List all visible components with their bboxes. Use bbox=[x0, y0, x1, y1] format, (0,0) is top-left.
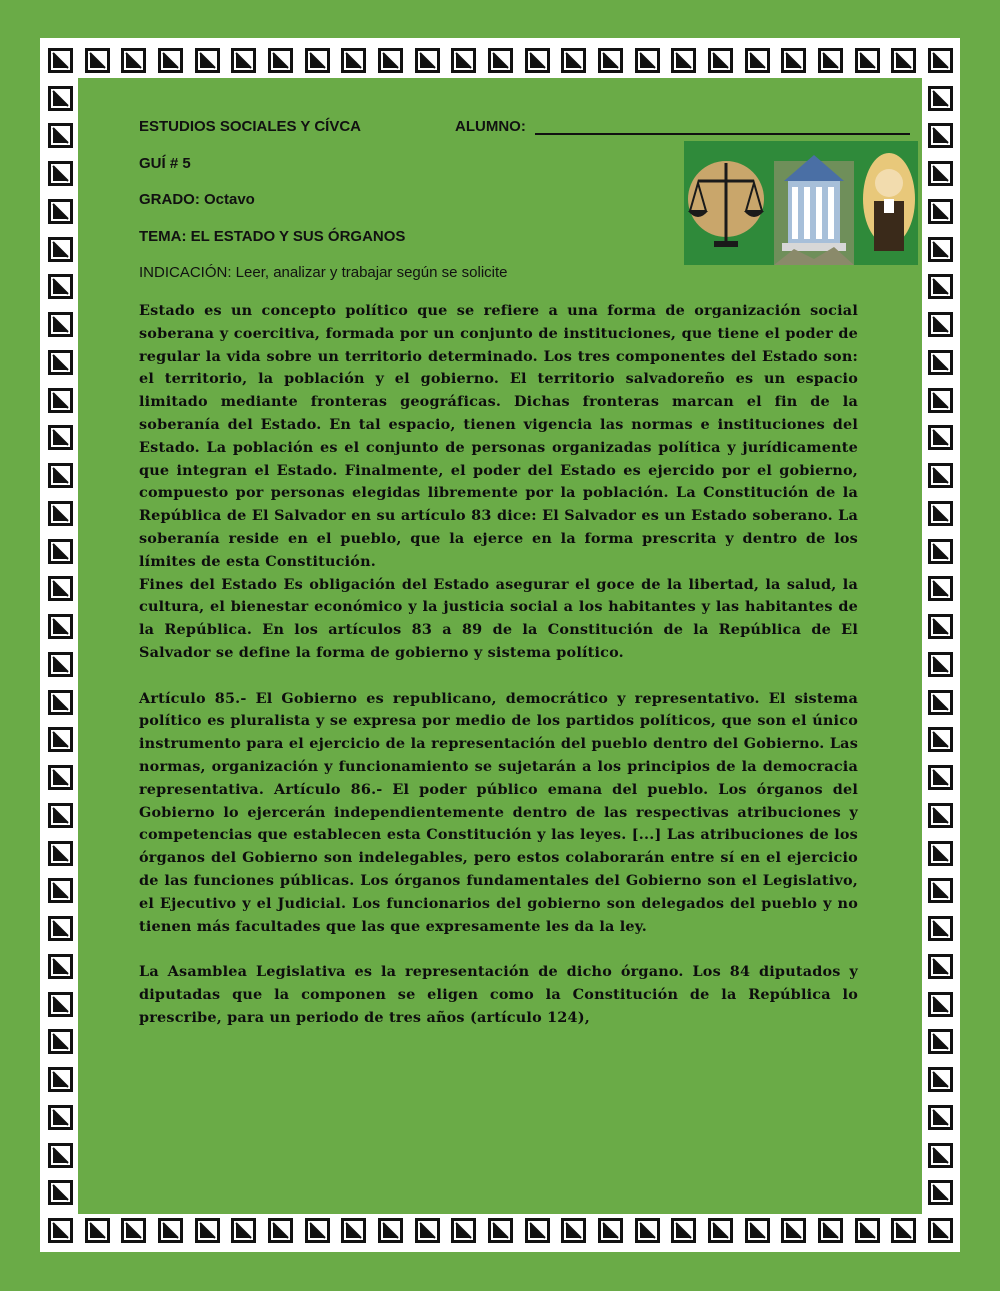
diagonal-square-icon bbox=[85, 48, 110, 73]
diagonal-square-icon bbox=[488, 48, 513, 73]
diagonal-square-icon bbox=[341, 48, 366, 73]
diagonal-square-icon bbox=[598, 1218, 623, 1243]
diagonal-square-icon bbox=[928, 614, 953, 639]
diagonal-square-icon bbox=[525, 1218, 550, 1243]
diagonal-square-icon bbox=[928, 1218, 953, 1243]
diagonal-square-icon bbox=[48, 1218, 73, 1243]
diagonal-square-icon bbox=[891, 48, 916, 73]
diagonal-square-icon bbox=[928, 199, 953, 224]
diagonal-square-icon bbox=[928, 841, 953, 866]
instruction-text: INDICACIÓN: Leer, analizar y trabajar según se solicite bbox=[139, 264, 508, 281]
diagonal-square-icon bbox=[928, 727, 953, 752]
diagonal-square-icon bbox=[48, 199, 73, 224]
diagonal-square-icon bbox=[708, 48, 733, 73]
grade-label: GRADO: Octavo bbox=[139, 191, 255, 208]
diagonal-square-icon bbox=[231, 48, 256, 73]
diagonal-square-icon bbox=[48, 1067, 73, 1092]
diagonal-square-icon bbox=[48, 237, 73, 262]
diagonal-square-icon bbox=[451, 1218, 476, 1243]
state-emblem-image bbox=[684, 141, 918, 265]
diagonal-square-icon bbox=[48, 48, 73, 73]
diagonal-square-icon bbox=[48, 161, 73, 186]
diagonal-square-icon bbox=[48, 86, 73, 111]
diagonal-square-icon bbox=[158, 48, 183, 73]
scales-icon bbox=[688, 161, 764, 247]
diagonal-square-icon bbox=[635, 1218, 660, 1243]
diagonal-square-icon bbox=[928, 878, 953, 903]
diagonal-square-icon bbox=[231, 1218, 256, 1243]
diagonal-square-icon bbox=[745, 48, 770, 73]
diagonal-square-icon bbox=[305, 1218, 330, 1243]
diagonal-square-icon bbox=[928, 1067, 953, 1092]
diagonal-square-icon bbox=[48, 841, 73, 866]
diagonal-square-icon bbox=[48, 803, 73, 828]
judge-icon bbox=[863, 153, 915, 251]
diagonal-square-icon bbox=[48, 388, 73, 413]
diagonal-square-icon bbox=[48, 954, 73, 979]
diagonal-square-icon bbox=[195, 48, 220, 73]
diagonal-square-icon bbox=[48, 123, 73, 148]
diagonal-square-icon bbox=[891, 1218, 916, 1243]
diagonal-square-icon bbox=[305, 48, 330, 73]
diagonal-square-icon bbox=[48, 1143, 73, 1168]
diagonal-square-icon bbox=[928, 274, 953, 299]
diagonal-square-icon bbox=[48, 1105, 73, 1130]
diagonal-square-icon bbox=[781, 1218, 806, 1243]
government-building-icon bbox=[774, 155, 854, 265]
diagonal-square-icon bbox=[928, 237, 953, 262]
diagonal-square-icon bbox=[928, 690, 953, 715]
diagonal-square-icon bbox=[48, 1180, 73, 1205]
diagonal-square-icon bbox=[928, 652, 953, 677]
paragraph-articles-85-86: Artículo 85.- El Gobierno es republicano, democrático y representativo. El sistema político es pluralista y se expresa por medio de los partidos políticos, que son el único instrumento para el ejercicio de la representación del pueblo dentro del Gobierno. Las normas, organización y funcionamiento se sujetarán a los principios de la democracia representativa. Artículo 86.- El poder público emana del pueblo. Los órganos del Gobierno lo ejercerán independientemente dentro de las respectivas atribuciones y competencias que establecen esta Constitución y las leyes. [...] Las atribuciones de los órganos del Gobierno son indelegables, pero estos colaborarán entre sí en el ejercicio de las funciones públicas. Los órganos fundamentales del Gobierno son el Legislativo, el Ejecutivo y el Judicial. Los funcionarios del gobierno son delegados del pueblo y no tienen más facultades que las que expresamente les da la ley. bbox=[139, 689, 858, 935]
diagonal-square-icon bbox=[48, 312, 73, 337]
diagonal-square-icon bbox=[671, 48, 696, 73]
subject-heading: ESTUDIOS SOCIALES Y CÍVCA bbox=[139, 118, 361, 135]
diagonal-square-icon bbox=[561, 1218, 586, 1243]
diagonal-square-icon bbox=[341, 1218, 366, 1243]
diagonal-square-icon bbox=[378, 1218, 403, 1243]
diagonal-square-icon bbox=[671, 1218, 696, 1243]
diagonal-square-icon bbox=[818, 1218, 843, 1243]
diagonal-square-icon bbox=[928, 350, 953, 375]
diagonal-square-icon bbox=[928, 576, 953, 601]
diagonal-square-icon bbox=[855, 48, 880, 73]
diagonal-square-icon bbox=[855, 1218, 880, 1243]
diagonal-square-icon bbox=[928, 803, 953, 828]
diagonal-square-icon bbox=[48, 350, 73, 375]
diagonal-square-icon bbox=[928, 1029, 953, 1054]
paragraph-legislative-assembly: La Asamblea Legislativa es la representación de dicho órgano. Los 84 diputados y diputadas que la componen se eligen como la Constitución de la República lo prescribe, para un periodo de tres años (artículo 124), bbox=[139, 963, 858, 1026]
diagonal-square-icon bbox=[48, 425, 73, 450]
diagonal-square-icon bbox=[928, 1180, 953, 1205]
diagonal-square-icon bbox=[928, 425, 953, 450]
diagonal-square-icon bbox=[635, 48, 660, 73]
diagonal-square-icon bbox=[48, 727, 73, 752]
diagonal-square-icon bbox=[708, 1218, 733, 1243]
diagonal-square-icon bbox=[928, 916, 953, 941]
diagonal-square-icon bbox=[928, 86, 953, 111]
diagonal-square-icon bbox=[928, 161, 953, 186]
diagonal-square-icon bbox=[48, 916, 73, 941]
paragraph-state-definition: Estado es un concepto político que se refiere a una forma de organización social soberana y coercitiva, formada por un conjunto de instituciones, que tiene el poder de regular la vida sobre un territorio determinado. Los tres componentes del Estado son: el territorio, la población y el gobierno. El territorio salvadoreño es un espacio limitado mediante fronteras geográficas. Dichas fronteras marcan el fin de la soberanía del Estado. En tal espacio, tienen vigencia las normas e instituciones del Estado. La población es el conjunto de personas organizadas política y jurídicamente que integran el Estado. Finalmente, el poder del Estado es ejercido por el gobierno, compuesto por personas elegidas libremente por la población. La Constitución de la República de El Salvador en su artículo 83 dice: El Salvador es un Estado soberano. La soberanía reside en el pueblo, que la ejerce en la forma prescrita y dentro de los límites de esta Constitución. bbox=[139, 302, 858, 570]
diagonal-square-icon bbox=[525, 48, 550, 73]
diagonal-square-icon bbox=[561, 48, 586, 73]
diagonal-square-icon bbox=[48, 765, 73, 790]
diagonal-square-icon bbox=[158, 1218, 183, 1243]
diagonal-square-icon bbox=[48, 652, 73, 677]
diagonal-square-icon bbox=[195, 1218, 220, 1243]
diagonal-square-icon bbox=[48, 501, 73, 526]
diagonal-square-icon bbox=[415, 1218, 440, 1243]
topic-label: TEMA: EL ESTADO Y SUS ÓRGANOS bbox=[139, 228, 406, 245]
diagonal-square-icon bbox=[48, 878, 73, 903]
guide-number: GUÍ # 5 bbox=[139, 155, 191, 172]
diagonal-square-icon bbox=[598, 48, 623, 73]
diagonal-square-icon bbox=[378, 48, 403, 73]
diagonal-square-icon bbox=[48, 690, 73, 715]
diagonal-square-icon bbox=[451, 48, 476, 73]
diagonal-square-icon bbox=[121, 48, 146, 73]
diagonal-square-icon bbox=[928, 954, 953, 979]
diagonal-square-icon bbox=[488, 1218, 513, 1243]
diagonal-square-icon bbox=[928, 1105, 953, 1130]
diagonal-square-icon bbox=[745, 1218, 770, 1243]
diagonal-square-icon bbox=[48, 576, 73, 601]
diagonal-square-icon bbox=[928, 48, 953, 73]
reading-passage bbox=[139, 300, 858, 1030]
diagonal-square-icon bbox=[928, 1143, 953, 1168]
diagonal-square-icon bbox=[818, 48, 843, 73]
diagonal-square-icon bbox=[268, 1218, 293, 1243]
diagonal-square-icon bbox=[928, 539, 953, 564]
diagonal-square-icon bbox=[48, 463, 73, 488]
diagonal-square-icon bbox=[48, 992, 73, 1017]
diagonal-square-icon bbox=[781, 48, 806, 73]
paragraph-state-purposes: Fines del Estado Es obligación del Estado asegurar el goce de la libertad, la salud, la cultura, el bienestar económico y la justicia social a los habitantes y las habitantes de la República. En los artículos 83 a 89 de la Constitución de la República de El Salvador se define la forma de gobierno y sistema político. bbox=[139, 575, 858, 661]
diagonal-square-icon bbox=[48, 614, 73, 639]
diagonal-square-icon bbox=[928, 992, 953, 1017]
diagonal-square-icon bbox=[415, 48, 440, 73]
diagonal-square-icon bbox=[48, 274, 73, 299]
diagonal-square-icon bbox=[928, 123, 953, 148]
diagonal-square-icon bbox=[48, 1029, 73, 1054]
diagonal-square-icon bbox=[928, 312, 953, 337]
student-name-label: ALUMNO: bbox=[455, 118, 526, 135]
diagonal-square-icon bbox=[85, 1218, 110, 1243]
diagonal-square-icon bbox=[928, 463, 953, 488]
diagonal-square-icon bbox=[48, 539, 73, 564]
diagonal-square-icon bbox=[928, 388, 953, 413]
student-name-blank bbox=[535, 133, 910, 135]
diagonal-square-icon bbox=[268, 48, 293, 73]
diagonal-square-icon bbox=[121, 1218, 146, 1243]
diagonal-square-icon bbox=[928, 501, 953, 526]
diagonal-square-icon bbox=[928, 765, 953, 790]
